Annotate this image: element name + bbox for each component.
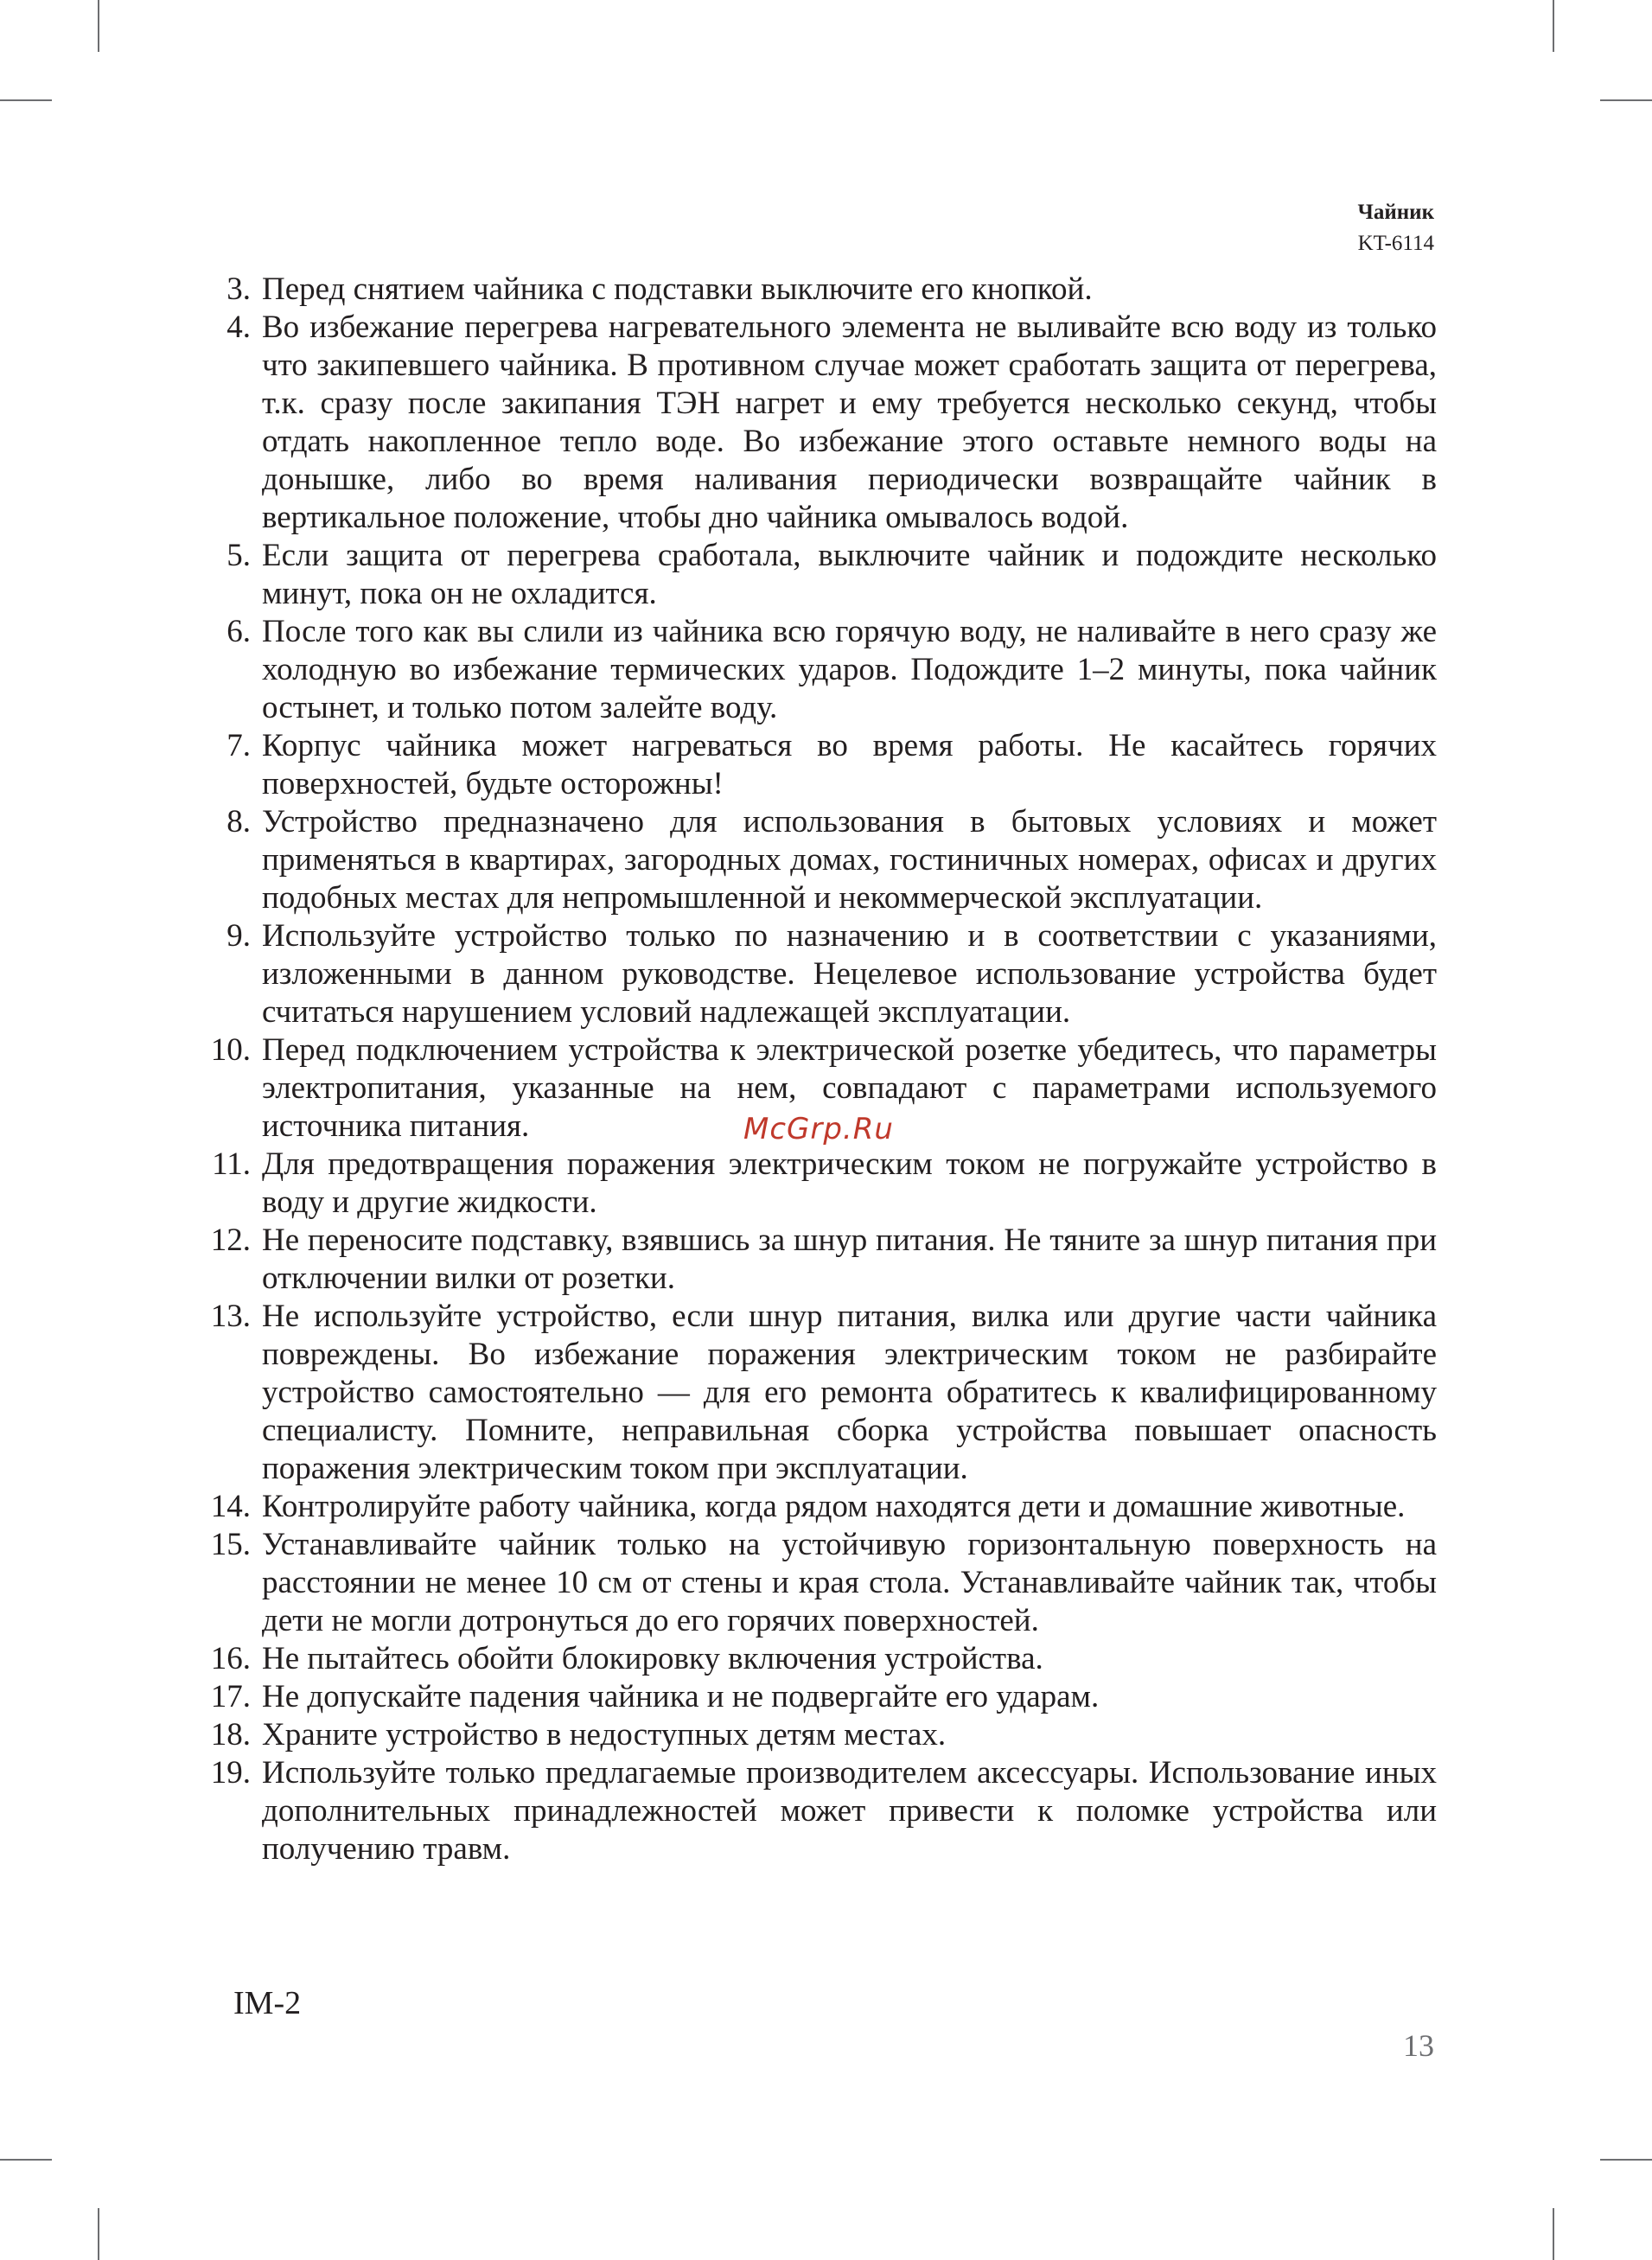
- item-number: 15.: [210, 1527, 251, 1562]
- item-number: 16.: [210, 1641, 251, 1676]
- list-item: [199, 309, 1437, 537]
- product-title: Чайник: [1357, 201, 1434, 224]
- item-text: Храните устройство в недоступных детям местах.: [262, 1717, 947, 1752]
- watermark-text: McGrp.Ru: [743, 1112, 894, 1146]
- item-text: Если защита от перегрева сработала, выключите чайник и подождите несколько минут, пока он не охладится.: [262, 538, 1437, 611]
- page-header: [1358, 197, 1434, 259]
- list-item: [199, 1298, 1437, 1488]
- item-number: 11.: [212, 1146, 251, 1182]
- item-number: 7.: [226, 728, 251, 763]
- crop-mark-top-right-horizontal: [1600, 99, 1652, 101]
- item-text: Используйте только предлагаемые производителем аксессуары. Использование иных дополнительных принадлежностей может привести к поломке устройства или получению травм.: [262, 1755, 1437, 1867]
- list-item: [199, 1640, 1437, 1678]
- item-text: После того как вы слили из чайника всю горячую воду, не наливайте в него сразу же холодную во избежание термических ударов. Подождите 1–2 минуты, пока чайник остынет, и только потом залейте воду.: [262, 614, 1437, 725]
- list-item: [199, 271, 1437, 309]
- list-item: [199, 727, 1437, 803]
- item-text: Не переносите подставку, взявшись за шнур питания. Не тяните за шнур питания при отключении вилки от розетки.: [262, 1223, 1437, 1296]
- crop-mark-bottom-right-vertical: [1553, 2208, 1554, 2260]
- list-item: [199, 1146, 1437, 1222]
- item-text: Контролируйте работу чайника, когда рядом находятся дети и домашние животные.: [262, 1489, 1406, 1524]
- crop-mark-bottom-left-horizontal: [0, 2159, 52, 2161]
- item-number: 17.: [210, 1679, 251, 1714]
- list-item: [199, 537, 1437, 613]
- item-number: 8.: [226, 804, 251, 840]
- item-number: 10.: [210, 1032, 251, 1068]
- item-text: Для предотвращения поражения электрическим током не погружайте устройство в воду и другие жидкости.: [262, 1146, 1437, 1220]
- safety-instructions-list: [199, 271, 1437, 1868]
- item-text: Устанавливайте чайник только на устойчивую горизонтальную поверхность на расстоянии не менее 10 см от стены и края стола. Устанавливайте чайник так, чтобы дети не могли дотронуться до его горячих поверхностей.: [262, 1527, 1437, 1638]
- list-item: [199, 803, 1437, 917]
- item-number: 18.: [210, 1717, 251, 1752]
- item-number: 12.: [210, 1223, 251, 1258]
- item-number: 6.: [226, 614, 251, 649]
- item-number: 9.: [226, 918, 251, 954]
- page-number: 13: [1403, 2028, 1434, 2063]
- list-item: [199, 917, 1437, 1031]
- product-model: KT-6114: [1357, 232, 1434, 255]
- manual-code: IM-2: [233, 1985, 302, 2021]
- crop-mark-bottom-right-horizontal: [1600, 2159, 1652, 2161]
- item-text: Перед подключением устройства к электрической розетке убедитесь, что параметры электропитания, указанные на нем, совпадают с параметрами используемого источника питания.: [262, 1032, 1437, 1144]
- item-text: Не пытайтесь обойти блокировку включения устройства.: [262, 1641, 1043, 1676]
- item-number: 19.: [210, 1755, 251, 1791]
- item-text: Перед снятием чайника с подставки выключите его кнопкой.: [262, 271, 1093, 307]
- list-item: [199, 1678, 1437, 1716]
- list-item: [199, 613, 1437, 727]
- item-number: 14.: [210, 1489, 251, 1524]
- crop-mark-top-left-horizontal: [0, 99, 52, 101]
- item-text: Во избежание перегрева нагревательного элемента не выливайте всю воду из только что закипевшего чайника. В противном случае может сработать защита от перегрева, т.к. сразу после закипания ТЭН нагрет и ему требуется несколько секунд, чтобы отдать накопленное тепло воде. Во избежание этого оставьте немного воды на донышке, либо во время наливания периодически возвращайте чайник в вертикальное положение, чтобы дно чайника омывалось водой.: [262, 310, 1437, 535]
- item-text: Не используйте устройство, если шнур питания, вилка или другие части чайника повреждены. Во избежание поражения электрическим током не разбирайте устройство самостоятельно — для его ремонта обратитесь к квалифицированному специалисту. Помните, неправильная сборка устройства повышает опасность поражения электрическим током при эксплуатации.: [262, 1299, 1437, 1486]
- item-number: 3.: [226, 271, 251, 307]
- item-number: 13.: [210, 1299, 251, 1334]
- list-item: [199, 1716, 1437, 1754]
- item-text: Устройство предназначено для использования в бытовых условиях и может применяться в квартирах, загородных домах, гостиничных номерах, офисах и других подобных местах для непромышленной и некоммерческой эксплуатации.: [262, 804, 1437, 916]
- list-item: [199, 1488, 1437, 1526]
- item-text: Используйте устройство только по назначению и в соответствии с указаниями, изложенными в данном руководстве. Нецелевое использование устройства будет считаться нарушением условий надлежащей эксплуатации.: [262, 918, 1437, 1030]
- item-text: Корпус чайника может нагреваться во время работы. Не касайтесь горячих поверхностей, будьте осторожны!: [262, 728, 1437, 801]
- crop-mark-top-right-vertical: [1553, 0, 1554, 52]
- list-item: [199, 1222, 1437, 1298]
- item-number: 4.: [226, 310, 251, 345]
- crop-mark-bottom-left-vertical: [98, 2208, 99, 2260]
- item-number: 5.: [226, 538, 251, 573]
- item-text: Не допускайте падения чайника и не подвергайте его ударам.: [262, 1679, 1100, 1714]
- list-item: [199, 1754, 1437, 1868]
- list-item: [199, 1526, 1437, 1640]
- crop-mark-top-left-vertical: [98, 0, 99, 52]
